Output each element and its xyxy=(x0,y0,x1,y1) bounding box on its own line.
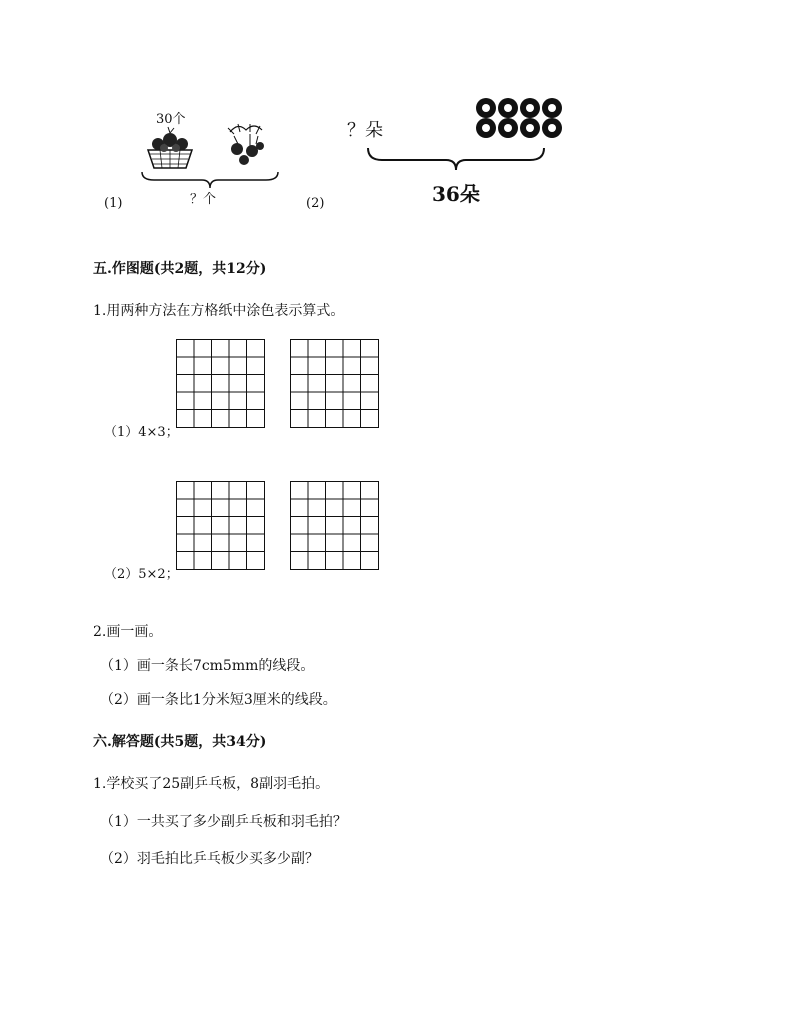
s5-q2-part2: （2）画一条比1分米短3厘米的线段。 xyxy=(100,692,337,708)
fruit-basket-icon xyxy=(140,124,200,174)
flower-group-icon xyxy=(474,96,574,146)
strawberry-plant-icon xyxy=(220,118,270,168)
s5-q1-part2: （2）5×2； xyxy=(104,567,179,582)
brace-fig2 xyxy=(366,146,546,172)
fig1-bottom-label: ？个 xyxy=(190,192,217,207)
grid-1a xyxy=(176,339,266,429)
section5-heading: 五.作图题(共2题，共12分) xyxy=(93,261,267,277)
s5-q2-part1: （1）画一条长7cm5mm的线段。 xyxy=(100,658,315,674)
grid-2b xyxy=(290,481,380,571)
fig1-number: (1) xyxy=(104,196,123,211)
fig1-top-label: 30个 xyxy=(156,112,186,127)
grid-2a xyxy=(176,481,266,571)
s6-q1-part2: （2）羽毛拍比乒乓板少买多少副？ xyxy=(100,851,319,867)
brace-fig1 xyxy=(140,170,280,190)
fig2-number: (2) xyxy=(306,196,325,211)
s6-q1-part1: （1）一共买了多少副乒乓板和羽毛拍？ xyxy=(100,814,347,830)
fig2-left-label: ？朵 xyxy=(347,120,383,141)
s6-q1-text: 1.学校买了25副乒乓板，8副羽毛拍。 xyxy=(93,776,330,792)
fig2-bottom-label: 36朵 xyxy=(432,182,480,206)
s5-q2-text: 2.画一画。 xyxy=(93,624,163,640)
section6-heading: 六.解答题(共5题，共34分) xyxy=(93,734,267,750)
s5-q1-part1: （1）4×3； xyxy=(104,425,179,440)
s5-q1-text: 1.用两种方法在方格纸中涂色表示算式。 xyxy=(93,303,345,319)
grid-1b xyxy=(290,339,380,429)
